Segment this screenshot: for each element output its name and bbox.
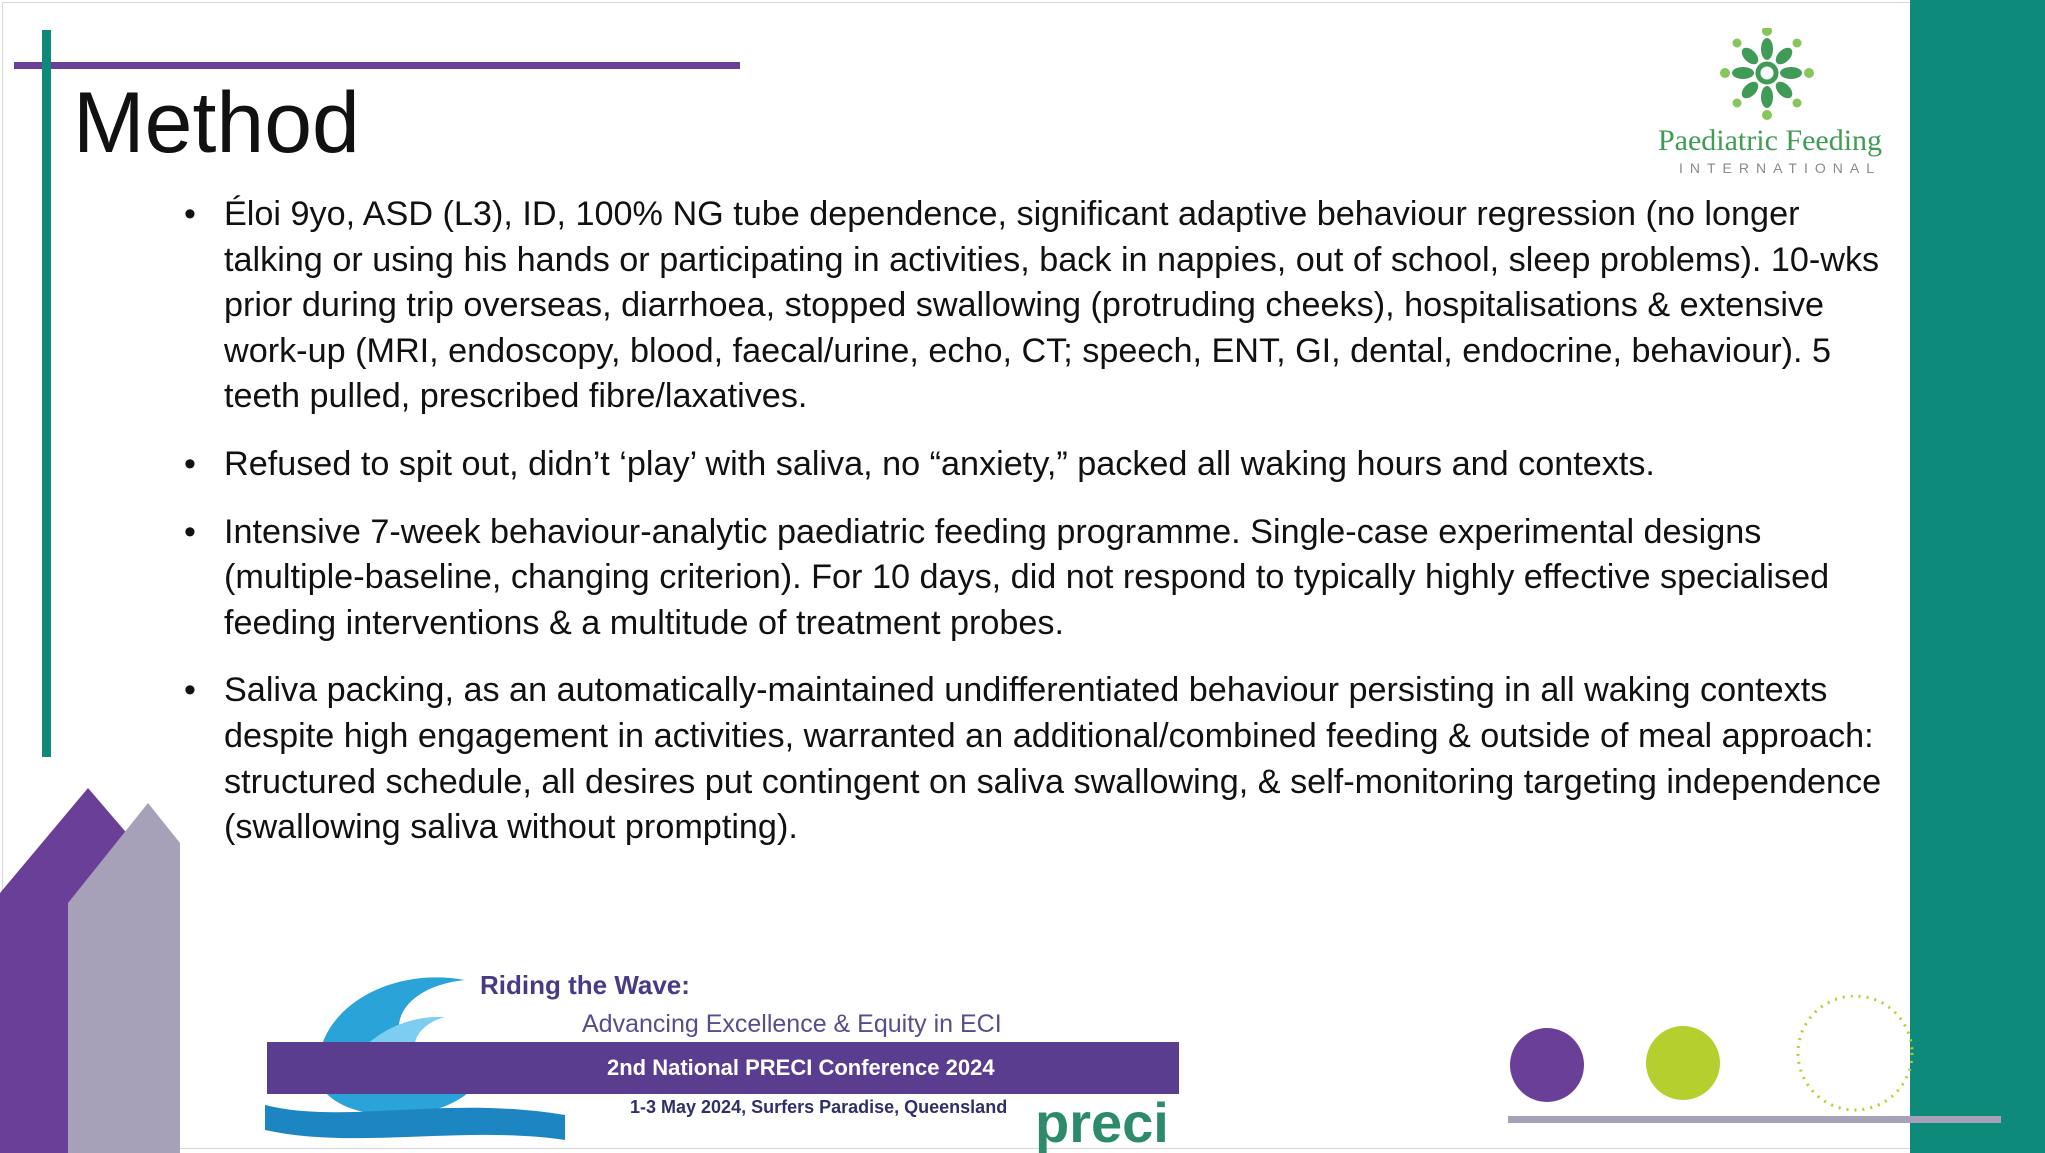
bullet-text: Intensive 7-week behaviour-analytic paediatric feeding programme. Single-case experimental designs (multiple-baseline, changing criterion). For 10 days, did not respond to typically highly effective specialised feeding interventions & a multitude of treatment probes. bbox=[224, 512, 1830, 642]
decorative-house-shapes bbox=[0, 788, 180, 1153]
bullet-text: Refused to spit out, didn’t ‘play’ with saliva, no “anxiety,” packed all waking hours and contexts. bbox=[224, 444, 1655, 483]
decorative-dots bbox=[1505, 995, 2005, 1125]
teal-vertical-line bbox=[42, 30, 51, 757]
slide-title: Method bbox=[73, 75, 360, 171]
preci-logo: preci bbox=[1035, 1091, 1169, 1153]
bullet-item bbox=[184, 192, 1904, 420]
banner-line-4: 1-3 May 2024, Surfers Paradise, Queensland bbox=[630, 1097, 1008, 1117]
bullet-item bbox=[184, 510, 1904, 647]
bullet-marker: • bbox=[184, 444, 196, 483]
bullet-item bbox=[184, 668, 1904, 850]
logo-subtitle: INTERNATIONAL bbox=[1679, 160, 1881, 176]
banner-line-1: Riding the Wave: bbox=[480, 970, 690, 1000]
flower-logo-icon bbox=[1640, 28, 1900, 123]
teal-side-bar bbox=[1910, 0, 2045, 1153]
bullet-text: Éloi 9yo, ASD (L3), ID, 100% NG tube dependence, significant adaptive behaviour regression (no longer talking or using his hands or participating in activities, back in nappies, out of school, sleep problems). 10-wks prior during trip overseas, diarrhoea, stopped swallowing (protruding cheeks), hospitalisations & extensive work-up (MRI, endoscopy, blood, faecal/urine, echo, CT; speech, ENT, GI, dental, endocrine, behaviour). 5 teeth pulled, prescribed fibre/laxatives. bbox=[224, 195, 1880, 416]
bullet-marker: • bbox=[184, 512, 196, 551]
banner-line-2: Advancing Excellence & Equity in ECI bbox=[582, 1010, 1002, 1038]
bullet-list bbox=[184, 192, 1904, 873]
logo-name: Paediatric Feeding bbox=[1657, 124, 1883, 157]
bullet-item bbox=[184, 442, 1904, 488]
lavender-bottom-line bbox=[1508, 1116, 2001, 1123]
bullet-marker: • bbox=[184, 195, 196, 233]
conference-banner bbox=[265, 955, 1185, 1153]
paediatric-feeding-logo bbox=[1640, 28, 1900, 178]
bullet-marker: • bbox=[184, 671, 196, 710]
banner-line-3: 2nd National PRECI Conference 2024 bbox=[607, 1055, 995, 1080]
purple-top-line bbox=[14, 62, 740, 69]
bullet-text: Saliva packing, as an automatically-maintained undifferentiated behaviour persisting in all waking contexts despite high engagement in activities, warranted an additional/combined feeding & outside of meal approach: structured schedule, all desires put contingent on saliva swallowing, & self-monitoring targeting independence (swallowing saliva without prompting). bbox=[224, 671, 1882, 847]
